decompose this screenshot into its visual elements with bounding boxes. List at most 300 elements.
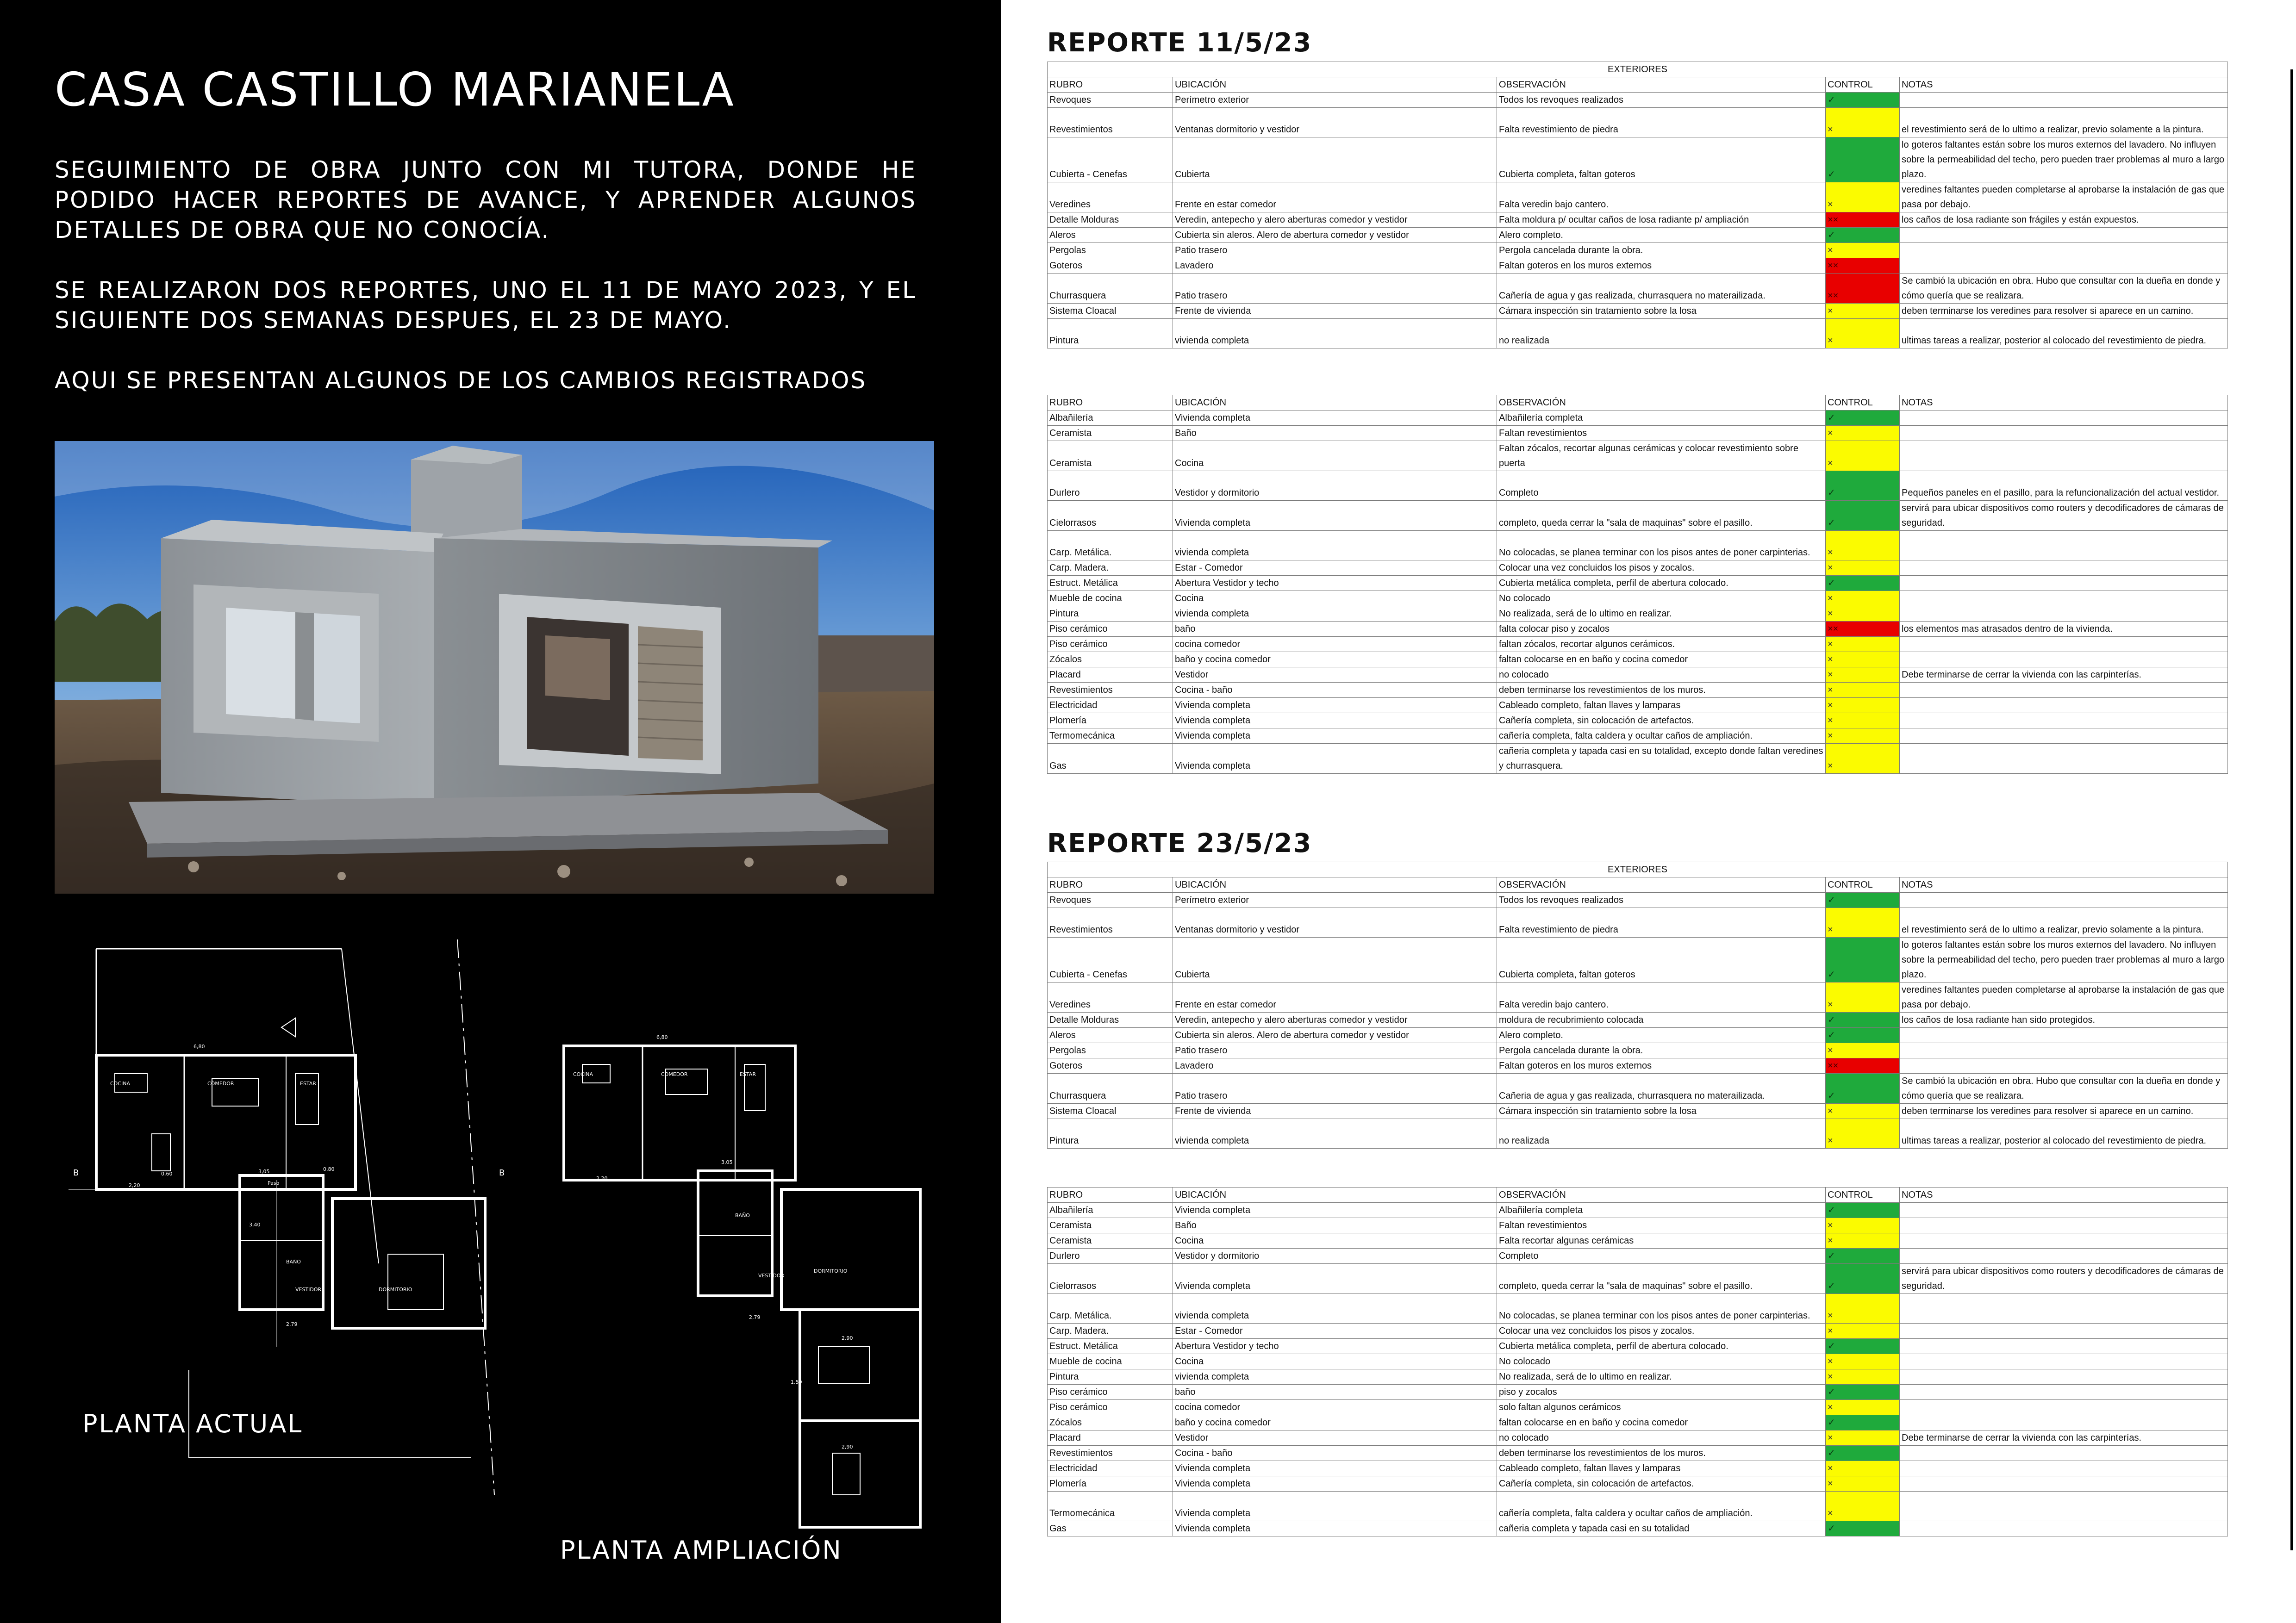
cell-observacion: Colocar una vez concluidos los pisos y zocalos.	[1497, 1324, 1826, 1339]
cell-notas	[1900, 1249, 2228, 1264]
page-title: CASA CASTILLO MARIANELA	[55, 62, 735, 117]
table-row	[1048, 1369, 2228, 1385]
cell-control-pend: ×	[1826, 667, 1900, 683]
cell-notas	[1900, 258, 2228, 274]
cell-ubicacion: Frente en estar comedor	[1173, 983, 1497, 1013]
cell-ubicacion: Frente de vivienda	[1173, 304, 1497, 319]
cell-rubro: Cubierta - Cenefas	[1048, 938, 1173, 983]
cell-observacion: No realizada, será de lo ultimo en realizar.	[1497, 606, 1826, 622]
cell-control-pend: ×	[1826, 713, 1900, 728]
cell-notas: deben terminarse los veredines para resolver si aparece en un camino.	[1900, 304, 2228, 319]
cell-ubicacion: Vivienda completa	[1173, 501, 1497, 531]
table-row	[1048, 1461, 2228, 1476]
cell-observacion: Pergola cancelada durante la obra.	[1497, 1043, 1826, 1058]
cell-ubicacion: Baño	[1173, 1218, 1497, 1233]
table-row	[1048, 1028, 2228, 1043]
section-mark-right: B	[499, 1168, 505, 1178]
cell-control-ok: ✓	[1826, 893, 1900, 908]
cell-observacion: Alero completo.	[1497, 1028, 1826, 1043]
cell-control-ok: ✓	[1826, 1446, 1900, 1461]
cell-observacion: Falta veredin bajo cantero.	[1497, 182, 1826, 212]
cell-notas	[1900, 426, 2228, 441]
section-mark-left: B	[73, 1168, 79, 1178]
cell-notas	[1900, 728, 2228, 744]
cell-ubicacion: vivienda completa	[1173, 531, 1497, 560]
cell-observacion: completo, queda cerrar la "sala de maquinas" sobre el pasillo.	[1497, 1264, 1826, 1294]
cell-ubicacion: Frente en estar comedor	[1173, 182, 1497, 212]
cell-notas	[1900, 698, 2228, 713]
cell-notas: servirá para ubicar dispositivos como routers y decodificadores de cámaras de seguridad.	[1900, 501, 2228, 531]
cell-notas	[1900, 1203, 2228, 1218]
cell-ubicacion: Baño	[1173, 426, 1497, 441]
table-row	[1048, 1294, 2228, 1324]
cell-ubicacion: Ventanas dormitorio y vestidor	[1173, 908, 1497, 938]
cell-observacion: no colocado	[1497, 1430, 1826, 1446]
cell-control-pend: ×	[1826, 441, 1900, 471]
col-header-observacion: OBSERVACIÓN	[1497, 1188, 1826, 1203]
cell-notas: los caños de losa radiante son frágiles y están expuestos.	[1900, 212, 2228, 228]
cell-notas: veredines faltantes pueden completarse al aprobarse la instalación de gas que pasa por debajo.	[1900, 182, 2228, 212]
cell-notas	[1900, 1324, 2228, 1339]
cell-control-pend: ×	[1826, 1233, 1900, 1249]
cell-notas	[1900, 1385, 2228, 1400]
cell-ubicacion: Cocina - baño	[1173, 683, 1497, 698]
cell-rubro: Revestimientos	[1048, 683, 1173, 698]
table-row	[1048, 441, 2228, 471]
plan-actual-label: PLANTA ACTUAL	[82, 1409, 303, 1438]
cell-notas	[1900, 1369, 2228, 1385]
cell-ubicacion: Vestidor	[1173, 1430, 1497, 1446]
cell-rubro: Aleros	[1048, 228, 1173, 243]
cell-rubro: Mueble de cocina	[1048, 1354, 1173, 1369]
col-header-rubro: RUBRO	[1048, 1188, 1173, 1203]
cell-rubro: Sistema Cloacal	[1048, 304, 1173, 319]
cell-notas	[1900, 637, 2228, 652]
cell-notas	[1900, 683, 2228, 698]
cell-rubro: Aleros	[1048, 1028, 1173, 1043]
col-header-notas: NOTAS	[1900, 77, 2228, 93]
cell-ubicacion: vivienda completa	[1173, 319, 1497, 348]
cell-control-pend: ×	[1826, 1476, 1900, 1492]
header-row	[1048, 1188, 2228, 1203]
label-estar: ESTAR	[300, 1081, 316, 1087]
cell-notas	[1900, 560, 2228, 576]
cell-observacion: Cubierta completa, faltan goteros	[1497, 938, 1826, 983]
cell-control-pend: ×	[1826, 1043, 1900, 1058]
col-header-observacion: OBSERVACIÓN	[1497, 77, 1826, 93]
cell-control-ok: ✓	[1826, 1249, 1900, 1264]
cell-observacion: Faltan goteros en los muros externos	[1497, 1058, 1826, 1074]
table-row	[1048, 108, 2228, 137]
cell-rubro: Carp. Madera.	[1048, 560, 1173, 576]
table-row	[1048, 637, 2228, 652]
cell-rubro: Churrasquera	[1048, 1074, 1173, 1104]
cell-ubicacion: Estar - Comedor	[1173, 560, 1497, 576]
cell-control-pend: ×	[1826, 908, 1900, 938]
cell-ubicacion: Vivienda completa	[1173, 1264, 1497, 1294]
table-row	[1048, 698, 2228, 713]
cell-rubro: Piso cerámico	[1048, 1400, 1173, 1415]
table-row	[1048, 938, 2228, 983]
right-edge-bar	[2290, 69, 2293, 1550]
left-panel	[0, 0, 1001, 1623]
cell-observacion: Cañería de agua y gas realizada, churrasquera no materailizada.	[1497, 274, 1826, 304]
cell-ubicacion: Patio trasero	[1173, 274, 1497, 304]
cell-control-pend: ×	[1826, 637, 1900, 652]
cell-rubro: Goteros	[1048, 258, 1173, 274]
cell-rubro: Albañilería	[1048, 410, 1173, 426]
table-row	[1048, 1339, 2228, 1354]
cell-control-ok: ✓	[1826, 1203, 1900, 1218]
cell-observacion: No realizada, será de lo ultimo en realizar.	[1497, 1369, 1826, 1385]
cell-ubicacion: Veredin, antepecho y alero aberturas comedor y vestidor	[1173, 1013, 1497, 1028]
cell-notas: Se cambió la ubicación en obra. Hubo que consultar con la dueña en donde y cómo quería que se realizara.	[1900, 274, 2228, 304]
col-header-ubicacion: UBICACIÓN	[1173, 395, 1497, 410]
cell-observacion: Completo	[1497, 471, 1826, 501]
col-header-control: CONTROL	[1826, 1188, 1900, 1203]
cell-observacion: Alero completo.	[1497, 228, 1826, 243]
table-row	[1048, 212, 2228, 228]
cell-observacion: no realizada	[1497, 1119, 1826, 1149]
cell-observacion: Falta recortar algunas cerámicas	[1497, 1233, 1826, 1249]
cell-control-pend: ×	[1826, 319, 1900, 348]
cell-observacion: Cubierta metálica completa, perfil de abertura colocado.	[1497, 576, 1826, 591]
cell-control-pend: ×	[1826, 1294, 1900, 1324]
cell-notas	[1900, 893, 2228, 908]
cell-control-bad: ××	[1826, 258, 1900, 274]
cell-rubro: Detalle Molduras	[1048, 1013, 1173, 1028]
cell-observacion: Cámara inspección sin tratamiento sobre la losa	[1497, 304, 1826, 319]
cell-observacion: cañeria completa y tapada casi en su totalidad, excepto donde faltan veredines y churrasquera.	[1497, 744, 1826, 774]
cell-observacion: No colocadas, se planea terminar con los pisos antes de poner carpinterias.	[1497, 1294, 1826, 1324]
col-header-control: CONTROL	[1826, 395, 1900, 410]
cell-rubro: Goteros	[1048, 1058, 1173, 1074]
cell-ubicacion: Cocina	[1173, 1354, 1497, 1369]
cell-rubro: Albañilería	[1048, 1203, 1173, 1218]
cell-observacion: Cañeria de agua y gas realizada, churrasquera no materailizada.	[1497, 1074, 1826, 1104]
col-header-ubicacion: UBICACIÓN	[1173, 1188, 1497, 1203]
cell-observacion: faltan zócalos, recortar algunos cerámicos.	[1497, 637, 1826, 652]
section-row	[1048, 62, 2228, 77]
cell-ubicacion: baño	[1173, 1385, 1497, 1400]
cell-ubicacion: baño	[1173, 622, 1497, 637]
cell-control-bad: ××	[1826, 274, 1900, 304]
cell-ubicacion: Lavadero	[1173, 1058, 1497, 1074]
cell-ubicacion: Patio trasero	[1173, 1074, 1497, 1104]
cell-rubro: Carp. Madera.	[1048, 1324, 1173, 1339]
dim-7: 0,80	[323, 1166, 335, 1172]
table-row	[1048, 304, 2228, 319]
table-row	[1048, 1218, 2228, 1233]
header-row	[1048, 877, 2228, 893]
cell-observacion: deben terminarse los revestimientos de los muros.	[1497, 683, 1826, 698]
label-cocina-amp: COCINA	[573, 1071, 593, 1077]
table-row	[1048, 1058, 2228, 1074]
cell-observacion: Cableado completo, faltan llaves y lamparas	[1497, 698, 1826, 713]
report-1-interiores-table	[1047, 395, 2228, 774]
header-row	[1048, 395, 2228, 410]
cell-control-pend: ×	[1826, 683, 1900, 698]
cell-notas: veredines faltantes pueden completarse al aprobarse la instalación de gas que pasa por debajo.	[1900, 983, 2228, 1013]
section-header: EXTERIORES	[1048, 62, 2228, 77]
label-estar-amp: ESTAR	[740, 1071, 756, 1077]
cell-notas: servirá para ubicar dispositivos como routers y decodificadores de cámaras de seguridad.	[1900, 1264, 2228, 1294]
cell-rubro: Ceramista	[1048, 1218, 1173, 1233]
cell-rubro: Termomecánica	[1048, 1492, 1173, 1521]
cell-control-ok: ✓	[1826, 93, 1900, 108]
cell-rubro: Placard	[1048, 1430, 1173, 1446]
table-row	[1048, 1203, 2228, 1218]
cell-notas	[1900, 1521, 2228, 1536]
dim-1: 6,80	[193, 1044, 205, 1050]
report-2-exteriores-table	[1047, 862, 2228, 1149]
cell-ubicacion: Abertura Vestidor y techo	[1173, 1339, 1497, 1354]
cell-control-ok: ✓	[1826, 576, 1900, 591]
cell-notas	[1900, 591, 2228, 606]
header-row	[1048, 77, 2228, 93]
section-row	[1048, 862, 2228, 877]
table-row	[1048, 1476, 2228, 1492]
cell-observacion: moldura de recubrimiento colocada	[1497, 1013, 1826, 1028]
cell-ubicacion: baño y cocina comedor	[1173, 1415, 1497, 1430]
table-row	[1048, 501, 2228, 531]
cell-notas	[1900, 713, 2228, 728]
cell-observacion: no colocado	[1497, 667, 1826, 683]
table-row	[1048, 137, 2228, 182]
cell-observacion: Cubierta completa, faltan goteros	[1497, 137, 1826, 182]
cell-notas	[1900, 606, 2228, 622]
cell-notas	[1900, 576, 2228, 591]
cell-ubicacion: Cocina	[1173, 441, 1497, 471]
cell-ubicacion: Cubierta	[1173, 938, 1497, 983]
cell-ubicacion: Vivienda completa	[1173, 698, 1497, 713]
col-header-rubro: RUBRO	[1048, 877, 1173, 893]
cell-notas: Debe terminarse de cerrar la vivienda con las carpinterías.	[1900, 1430, 2228, 1446]
cell-observacion: no realizada	[1497, 319, 1826, 348]
cell-ubicacion: Patio trasero	[1173, 1043, 1497, 1058]
table-row	[1048, 1043, 2228, 1058]
cell-ubicacion: Vestidor	[1173, 667, 1497, 683]
intro-paragraph-3: AQUI SE PRESENTAN ALGUNOS DE LOS CAMBIOS REGISTRADOS	[55, 367, 867, 394]
cell-ubicacion: Perímetro exterior	[1173, 93, 1497, 108]
cell-observacion: Completo	[1497, 1249, 1826, 1264]
table-row	[1048, 591, 2228, 606]
cell-observacion: Albañilería completa	[1497, 410, 1826, 426]
table-row	[1048, 728, 2228, 744]
cell-ubicacion: baño y cocina comedor	[1173, 652, 1497, 667]
cell-notas: Debe terminarse de cerrar la vivienda con las carpinterías.	[1900, 667, 2228, 683]
cell-rubro: Pintura	[1048, 1119, 1173, 1149]
cell-observacion: Faltan goteros en los muros externos	[1497, 258, 1826, 274]
cell-observacion: No colocado	[1497, 591, 1826, 606]
label-comedor-amp: COMEDOR	[661, 1071, 688, 1077]
cell-observacion: No colocadas, se planea terminar con los pisos antes de poner carpinterias.	[1497, 531, 1826, 560]
cell-control-pend: ×	[1826, 1430, 1900, 1446]
cell-notas: ultimas tareas a realizar, posterior al colocado del revestimiento de piedra.	[1900, 319, 2228, 348]
cell-control-bad: ××	[1826, 1058, 1900, 1074]
table-row	[1048, 258, 2228, 274]
cell-notas	[1900, 1461, 2228, 1476]
cell-control-ok: ✓	[1826, 137, 1900, 182]
cell-observacion: Albañilería completa	[1497, 1203, 1826, 1218]
table-row	[1048, 1415, 2228, 1430]
cell-control-pend: ×	[1826, 1354, 1900, 1369]
cell-control-pend: ×	[1826, 1218, 1900, 1233]
cell-notas	[1900, 1294, 2228, 1324]
cell-control-pend: ×	[1826, 983, 1900, 1013]
dim-amp-6: 1,50	[791, 1379, 802, 1385]
cell-rubro: Zócalos	[1048, 652, 1173, 667]
cell-control-ok: ✓	[1826, 1521, 1900, 1536]
dim-amp-3: 2,20	[596, 1175, 608, 1181]
cell-rubro: Churrasquera	[1048, 274, 1173, 304]
table-row	[1048, 1013, 2228, 1028]
table-row	[1048, 1430, 2228, 1446]
table-row	[1048, 1249, 2228, 1264]
cell-control-pend: ×	[1826, 1492, 1900, 1521]
dim-amp-1: 6,80	[656, 1034, 668, 1040]
table-row	[1048, 1354, 2228, 1369]
cell-observacion: Cañería completa, sin colocación de artefactos.	[1497, 1476, 1826, 1492]
table-row	[1048, 683, 2228, 698]
cell-control-pend: ×	[1826, 182, 1900, 212]
label-vestidor-amp: VESTIDOR	[758, 1273, 785, 1279]
cell-control-pend: ×	[1826, 531, 1900, 560]
cell-rubro: Pintura	[1048, 1369, 1173, 1385]
table-row	[1048, 1521, 2228, 1536]
cell-control-bad: ××	[1826, 212, 1900, 228]
label-dormitorio-amp: DORMITORIO	[814, 1268, 848, 1274]
cell-ubicacion: Ventanas dormitorio y vestidor	[1173, 108, 1497, 137]
col-header-notas: NOTAS	[1900, 877, 2228, 893]
cell-rubro: Electricidad	[1048, 698, 1173, 713]
table-row	[1048, 667, 2228, 683]
cell-rubro: Piso cerámico	[1048, 637, 1173, 652]
table-row	[1048, 1233, 2228, 1249]
col-header-ubicacion: UBICACIÓN	[1173, 77, 1497, 93]
cell-control-ok: ✓	[1826, 501, 1900, 531]
dim-2: 3,05	[258, 1169, 270, 1175]
cell-observacion: piso y zocalos	[1497, 1385, 1826, 1400]
table-row	[1048, 1264, 2228, 1294]
cell-notas: Se cambió la ubicación en obra. Hubo que consultar con la dueña en donde y cómo quería que se realizara.	[1900, 1074, 2228, 1104]
report-2-interiores-table	[1047, 1187, 2228, 1536]
cell-rubro: Cielorrasos	[1048, 501, 1173, 531]
cell-rubro: Ceramista	[1048, 1233, 1173, 1249]
cell-ubicacion: Cubierta sin aleros. Alero de abertura comedor y vestidor	[1173, 228, 1497, 243]
intro-paragraph-1: SEGUIMIENTO DE OBRA JUNTO CON MI TUTORA, DONDE HE PODIDO HACER REPORTES DE AVANCE, Y APRENDER ALGUNOS DETALLES DE OBRA QUE NO CONOCÍA.	[55, 156, 917, 243]
cell-notas	[1900, 1043, 2228, 1058]
table-row	[1048, 426, 2228, 441]
table-row	[1048, 410, 2228, 426]
cell-ubicacion: Abertura Vestidor y techo	[1173, 576, 1497, 591]
dim-amp-2: 3,05	[721, 1159, 733, 1165]
section-header: EXTERIORES	[1048, 862, 2228, 877]
cell-control-ok: ✓	[1826, 1074, 1900, 1104]
cell-rubro: Revoques	[1048, 893, 1173, 908]
cell-rubro: Ceramista	[1048, 426, 1173, 441]
table-row	[1048, 319, 2228, 348]
table-row	[1048, 652, 2228, 667]
cell-ubicacion: Estar - Comedor	[1173, 1324, 1497, 1339]
cell-rubro: Termomecánica	[1048, 728, 1173, 744]
cell-control-ok: ✓	[1826, 471, 1900, 501]
cell-rubro: Gas	[1048, 744, 1173, 774]
cell-rubro: Revoques	[1048, 93, 1173, 108]
cell-notas	[1900, 1400, 2228, 1415]
plan-ampliacion-label: PLANTA AMPLIACIÓN	[560, 1536, 842, 1565]
cell-ubicacion: Lavadero	[1173, 258, 1497, 274]
dim-amp-7: 2,79	[749, 1314, 761, 1320]
cell-rubro: Plomería	[1048, 1476, 1173, 1492]
cell-notas	[1900, 1028, 2228, 1043]
cell-ubicacion: Veredin, antepecho y alero aberturas comedor y vestidor	[1173, 212, 1497, 228]
cell-control-pend: ×	[1826, 426, 1900, 441]
cell-rubro: Detalle Molduras	[1048, 212, 1173, 228]
cell-observacion: Cableado completo, faltan llaves y lamparas	[1497, 1461, 1826, 1476]
cell-observacion: Todos los revoques realizados	[1497, 93, 1826, 108]
cell-ubicacion: cocina comedor	[1173, 1400, 1497, 1415]
cell-notas: deben terminarse los veredines para resolver si aparece en un camino.	[1900, 1104, 2228, 1119]
cell-rubro: Electricidad	[1048, 1461, 1173, 1476]
cell-ubicacion: Vivienda completa	[1173, 1521, 1497, 1536]
table-row	[1048, 1074, 2228, 1104]
plan-ampliacion	[564, 1034, 920, 1527]
cell-observacion: cañeria completa y tapada casi en su totalidad	[1497, 1521, 1826, 1536]
cell-control-pend: ×	[1826, 304, 1900, 319]
cell-observacion: falta colocar piso y zocalos	[1497, 622, 1826, 637]
cell-rubro: Durlero	[1048, 1249, 1173, 1264]
intro-paragraph-2: SE REALIZARON DOS REPORTES, UNO EL 11 DE MAYO 2023, Y EL SIGUIENTE DOS SEMANAS DESPUES, EL 23 DE MAYO.	[55, 277, 917, 334]
table-row	[1048, 1400, 2228, 1415]
cell-ubicacion: Patio trasero	[1173, 243, 1497, 258]
cell-ubicacion: Vivienda completa	[1173, 1461, 1497, 1476]
cell-ubicacion: Vivienda completa	[1173, 410, 1497, 426]
cell-rubro: Ceramista	[1048, 441, 1173, 471]
cell-notas	[1900, 652, 2228, 667]
cell-observacion: Falta revestimiento de piedra	[1497, 108, 1826, 137]
cell-notas	[1900, 228, 2228, 243]
cell-observacion: Cubierta metálica completa, perfil de abertura colocado.	[1497, 1339, 1826, 1354]
cell-rubro: Estruct. Metálica	[1048, 1339, 1173, 1354]
cell-rubro: Carp. Metálica.	[1048, 1294, 1173, 1324]
cell-control-ok: ✓	[1826, 228, 1900, 243]
cell-observacion: solo faltan algunos cerámicos	[1497, 1400, 1826, 1415]
label-bano: BAÑO	[286, 1259, 301, 1265]
cell-ubicacion: Frente de vivienda	[1173, 1104, 1497, 1119]
cell-notas: lo goteros faltantes están sobre los muros externos del lavadero. No influyen sobre la permeabilidad del techo, pero pueden traer problemas al muro a largo plazo.	[1900, 938, 2228, 983]
table-row	[1048, 1119, 2228, 1149]
cell-rubro: Estruct. Metálica	[1048, 576, 1173, 591]
table-row	[1048, 274, 2228, 304]
cell-ubicacion: Vestidor y dormitorio	[1173, 1249, 1497, 1264]
cell-rubro: Piso cerámico	[1048, 1385, 1173, 1400]
cell-observacion: Cañería completa, sin colocación de artefactos.	[1497, 713, 1826, 728]
table-row	[1048, 1104, 2228, 1119]
cell-ubicacion: Vivienda completa	[1173, 728, 1497, 744]
dim-amp-4: 2,90	[842, 1335, 853, 1341]
cell-rubro: Placard	[1048, 667, 1173, 683]
cell-ubicacion: vivienda completa	[1173, 1369, 1497, 1385]
cell-rubro: Veredines	[1048, 983, 1173, 1013]
cell-rubro: Cielorrasos	[1048, 1264, 1173, 1294]
cell-ubicacion: Vivienda completa	[1173, 713, 1497, 728]
col-header-observacion: OBSERVACIÓN	[1497, 395, 1826, 410]
cell-ubicacion: cocina comedor	[1173, 637, 1497, 652]
house-photo	[55, 441, 934, 894]
cell-control-pend: ×	[1826, 1369, 1900, 1385]
cell-ubicacion: Cocina	[1173, 1233, 1497, 1249]
